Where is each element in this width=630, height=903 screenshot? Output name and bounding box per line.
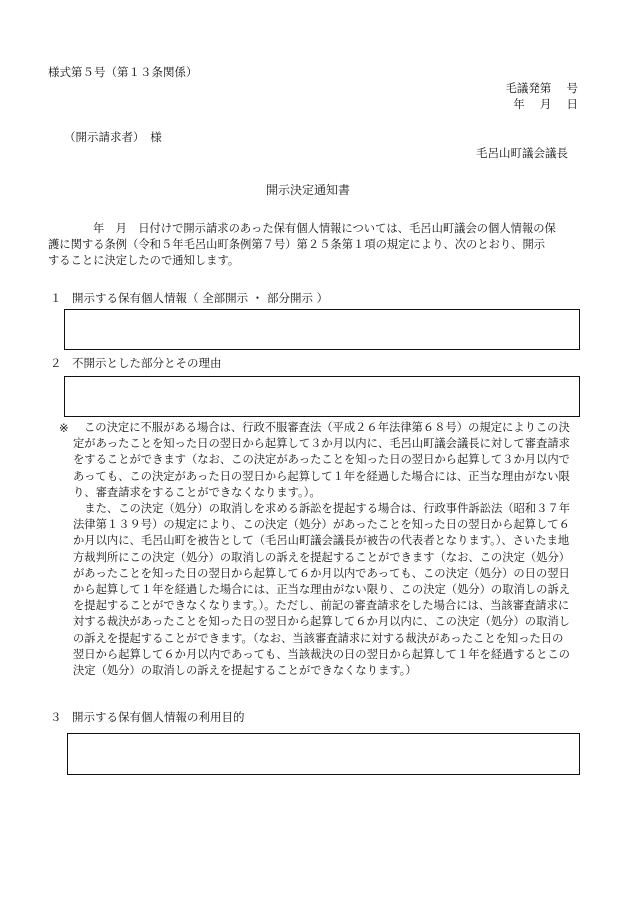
note-line: から起算して１年を経過した場合には、正当な理由がない限り、この決定（処分）の取消しの訴え (73, 583, 571, 597)
section-2-field[interactable] (64, 376, 580, 417)
recipient: （開示請求者） 様 (64, 130, 162, 144)
section-1-label: 開示する保有個人情報（ 全部開示 ・ 部分開示 ） (72, 291, 329, 305)
document-number: 毛議発第 号 (505, 81, 578, 95)
appeal-notice (73, 420, 570, 679)
note-line: あっても、この決定があった日の翌日から起算して１年を経過した場合には、正当な理由がない限 (73, 469, 570, 483)
section-3-field[interactable] (67, 733, 580, 775)
note-line: 定があったことを知った日の翌日から起算して３か月以内に、毛呂山町議会議長に対して審査請求 (73, 437, 570, 451)
note-line: この決定に不服がある場合は、行政不服審査法（平成２６年法律第６８号）の規定によりこの決 (84, 421, 570, 434)
note-line: 法律第１３９号）の規定により、この決定（処分）があったことを知った日の翌日から起算して６ (73, 518, 570, 532)
intro-line: 護に関する条例（令和５年毛呂山町条例第７号）第２５条第１項の規定により、次のとおり、開示 (48, 238, 546, 252)
note-line: をすることができます（なお、この決定があったことを知った日の翌日から起算して３か月以内で (73, 453, 570, 467)
form-label: 様式第５号（第１３条関係） (48, 65, 198, 79)
section-2-label: 不開示とした部分とその理由 (72, 356, 222, 370)
note-line: 方裁判所にこの決定（処分）の取消しの訴えを提起することができます（なお、この決定（処分） (73, 550, 571, 564)
section-3-label: 開示する保有個人情報の利用目的 (72, 710, 245, 724)
note-line: 翌日から起算して６か月以内であっても、当該裁決の日の翌日から起算して１年を経過するとこの (73, 647, 570, 661)
note-line: り、審査請求をすることができなくなります。）。 (73, 485, 321, 499)
note-line: 決定（処分）の取消しの訴えを提起することができなくなります。） (73, 664, 417, 678)
note-line: か月以内に、毛呂山町を被告として（毛呂山町議会議長が被告の代表者となります。）、さいたま地 (73, 534, 570, 548)
note-line: を提起することができなくなります。）。ただし、前記の審査請求をした場合には、当該審査請求に (73, 599, 570, 613)
note-line: があったことを知った日の翌日から起算して６か月以内であっても、この決定（処分）の日の翌日 (73, 566, 570, 580)
note-line: の訴えを提起することができます。（なお、当該審査請求に対する裁決があったことを知った日の (73, 631, 564, 645)
sender: 毛呂山町議会議長 (476, 146, 568, 160)
section-1-number: １ (50, 291, 62, 305)
note-line: また、この決定（処分）の取消しを求める訴訟を提起する場合は、行政事件訴訟法（昭和３７年 (73, 502, 571, 516)
section-1-field[interactable] (64, 309, 580, 350)
intro-paragraph (48, 221, 556, 270)
intro-line: することに決定したので通知します。 (48, 254, 240, 268)
note-line: 対する裁決があったことを知った日の翌日から起算して６か月以内に、この決定（処分）の取消し (73, 615, 570, 629)
section-2-number: ２ (50, 356, 62, 370)
note-mark: ※ (59, 421, 69, 435)
intro-line: 年 月 日付けで開示請求のあった保有個人情報については、毛呂山町議会の個人情報の保 (93, 222, 556, 235)
issue-date: 年 月 日 (513, 97, 578, 111)
section-3-number: ３ (50, 710, 62, 724)
page-title: 開示決定通知書 (266, 183, 351, 197)
